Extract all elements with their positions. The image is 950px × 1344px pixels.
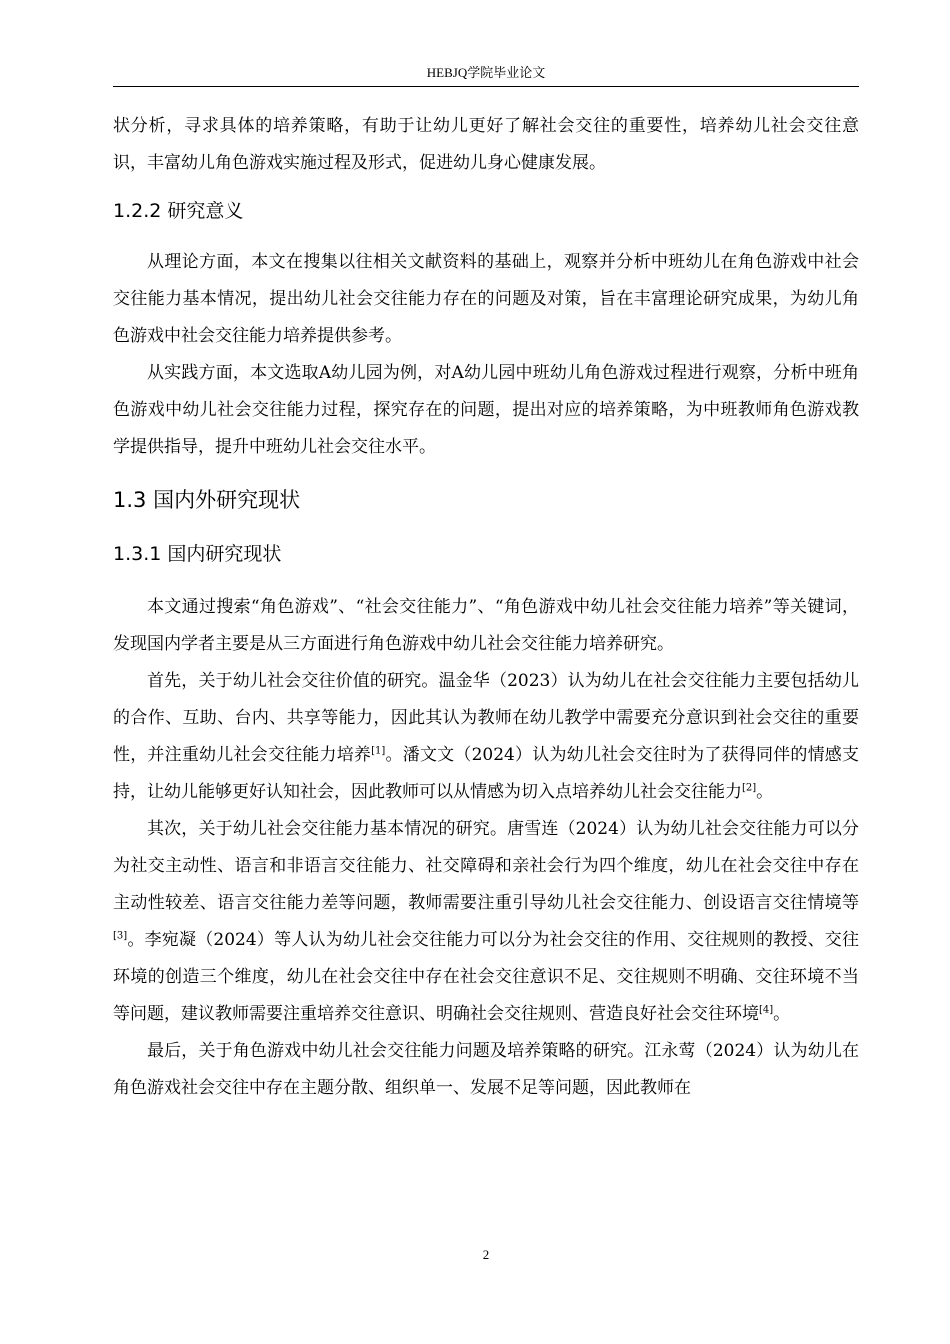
paragraph-last: 最后，关于角色游戏中幼儿社会交往能力问题及培养策略的研究。江永莺（2024）认为幼儿在角色游戏社会交往中存在主题分散、组织单一、发展不足等问题，因此教师在 — [113, 1041, 859, 1098]
citation-ref: [2] — [742, 782, 757, 794]
running-header: HEBJQ学院毕业论文 — [426, 65, 546, 80]
paragraph-first — [113, 663, 859, 811]
citation-ref: [4] — [759, 1004, 774, 1016]
text-run: 。李宛凝（2024）等人认为幼儿社会交往能力可以分为社会交往的作用、交往规则的教授、交往环境的创造三个维度，幼儿在社会交往中存在社会交往意识不足、交往规则不明确、交往环境不当等问题，建议教师需要注重培养交往意识、明确社会交往规则、营造良好社会交往环境 — [113, 930, 859, 1024]
paragraph-practice: 从实践方面，本文选取A幼儿园为例，对A幼儿园中班幼儿角色游戏过程进行观察，分析中班角色游戏中幼儿社会交往能力过程，探究存在的问题，提出对应的培养策略，为中班教师角色游戏教学提供指导，提升中班幼儿社会交往水平。 — [113, 363, 859, 457]
header-rule — [113, 86, 859, 87]
paragraph-keywords: 本文通过搜索“角色游戏”、“社会交往能力”、“角色游戏中幼儿社会交往能力培养”等关键词，发现国内学者主要是从三方面进行角色游戏中幼儿社会交往能力培养研究。 — [113, 597, 859, 654]
citation-ref: [3] — [113, 930, 128, 942]
paragraph-continued: 状分析，寻求具体的培养策略，有助于让幼儿更好了解社会交往的重要性，培养幼儿社会交往意识，丰富幼儿角色游戏实施过程及形式，促进幼儿身心健康发展。 — [113, 116, 859, 173]
text-run: 首先，关于幼儿社会交往价值的研究。温金华（2023）认为幼儿在社会交往能力主要包括幼儿的合作、互助、台内、共享等能力，因此其认为教师在幼儿教学中需要充分意识到社会交往的重要性，并注重幼儿社会交往能力培养 — [113, 671, 859, 765]
text-run: 。 — [756, 782, 774, 802]
text-run: 其次，关于幼儿社会交往能力基本情况的研究。唐雪连（2024）认为幼儿社会交往能力可以分为社交主动性、语言和非语言交往能力、社交障碍和亲社会行为四个维度，幼儿在社会交往中存在主动性较差、语言交往能力差等问题，教师需要注重引导幼儿社会交往能力、创设语言交往情境等 — [113, 819, 859, 913]
page-number: 2 — [482, 1247, 490, 1262]
section-heading-1-3-1: 1.3.1 国内研究现状 — [113, 543, 282, 565]
paragraph-theory: 从理论方面，本文在搜集以往相关文献资料的基础上，观察并分析中班幼儿在角色游戏中社会交往能力基本情况，提出幼儿社会交往能力存在的问题及对策，旨在丰富理论研究成果，为幼儿角色游戏中社会交往能力培养提供参考。 — [113, 252, 859, 346]
section-heading-1-3: 1.3 国内外研究现状 — [113, 488, 301, 512]
citation-ref: [1] — [371, 745, 386, 757]
text-run: 。 — [773, 1004, 791, 1024]
section-heading-1-2-2: 1.2.2 研究意义 — [113, 200, 244, 222]
paragraph-second — [113, 811, 859, 1033]
text-run: 。潘文文（2024）认为幼儿社会交往时为了获得同伴的情感支持，让幼儿能够更好认知社会，因此教师可以从情感为切入点培养幼儿社会交往能力 — [113, 745, 860, 802]
body-text — [113, 108, 859, 1107]
